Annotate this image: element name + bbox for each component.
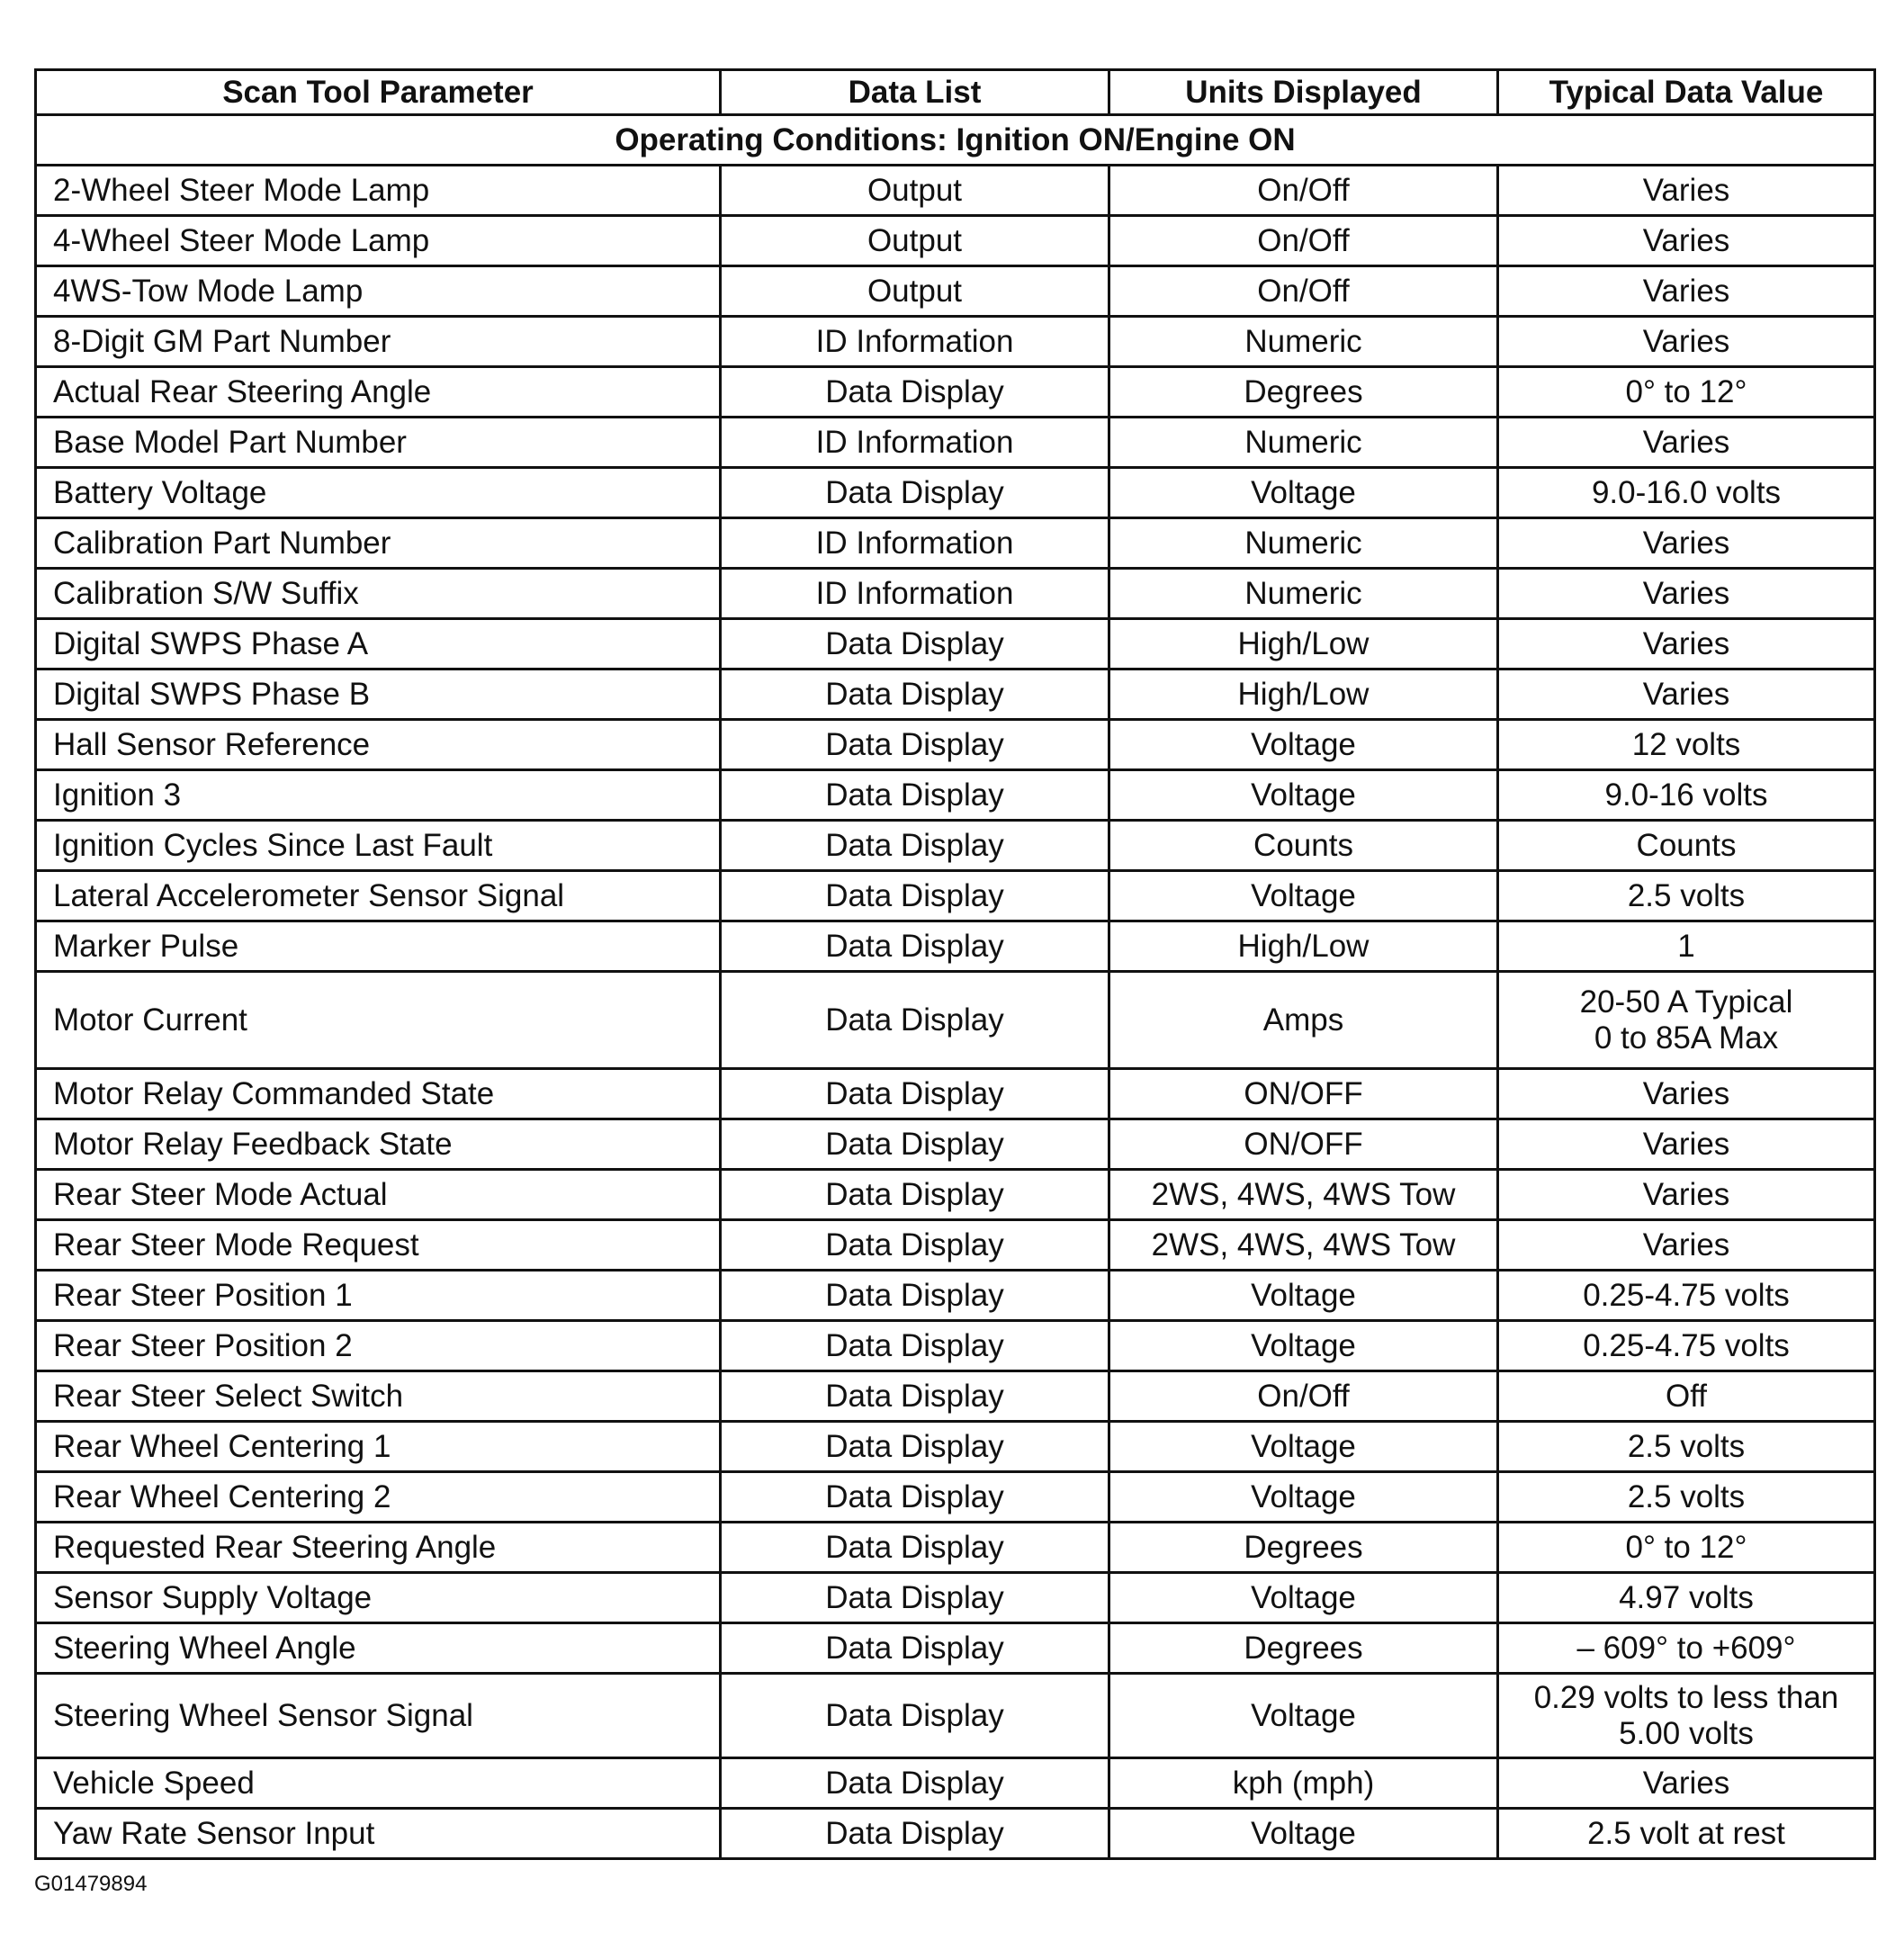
cell-parameter: Rear Steer Mode Request: [36, 1220, 721, 1271]
table-row: [36, 1472, 1875, 1523]
table-row: [36, 518, 1875, 569]
cell-units: Voltage: [1109, 1271, 1498, 1321]
cell-units: 2WS, 4WS, 4WS Tow: [1109, 1220, 1498, 1271]
cell-units: Voltage: [1109, 1573, 1498, 1623]
cell-parameter: Ignition Cycles Since Last Fault: [36, 821, 721, 871]
typical-value-line: Varies: [1642, 575, 1730, 611]
table-row: [36, 1674, 1875, 1758]
table-header-row: [36, 70, 1875, 115]
typical-value-line: 0.25-4.75 volts: [1583, 1327, 1790, 1363]
cell-data-list: Data Display: [721, 1422, 1109, 1472]
cell-parameter: Digital SWPS Phase A: [36, 619, 721, 669]
table-row: [36, 1119, 1875, 1170]
table-row: [36, 468, 1875, 518]
cell-data-list: Data Display: [721, 367, 1109, 418]
figure-id: G01479894: [34, 1872, 148, 1896]
cell-data-list: Data Display: [721, 1758, 1109, 1809]
cell-units: ON/OFF: [1109, 1069, 1498, 1119]
cell-parameter: Sensor Supply Voltage: [36, 1573, 721, 1623]
typical-value-line: Varies: [1642, 1075, 1730, 1111]
header-scan-tool-parameter: Scan Tool Parameter: [36, 70, 721, 115]
cell-typical-value: [1498, 1119, 1875, 1170]
typical-value-line: 0° to 12°: [1625, 1529, 1747, 1565]
table-row: [36, 1220, 1875, 1271]
cell-data-list: Data Display: [721, 1321, 1109, 1371]
cell-typical-value: [1498, 619, 1875, 669]
cell-parameter: Marker Pulse: [36, 921, 721, 972]
cell-data-list: Data Display: [721, 669, 1109, 720]
cell-parameter: Motor Relay Commanded State: [36, 1069, 721, 1119]
cell-data-list: Data Display: [721, 1271, 1109, 1321]
cell-typical-value: [1498, 1321, 1875, 1371]
table-row: [36, 266, 1875, 317]
cell-typical-value: [1498, 972, 1875, 1069]
header-typical-data-value: Typical Data Value: [1498, 70, 1875, 115]
table-row: [36, 619, 1875, 669]
typical-value-line: Counts: [1636, 827, 1737, 863]
cell-units: Voltage: [1109, 871, 1498, 921]
table-row: [36, 1758, 1875, 1809]
table-row: [36, 1321, 1875, 1371]
cell-parameter: Calibration Part Number: [36, 518, 721, 569]
cell-typical-value: [1498, 166, 1875, 216]
cell-typical-value: [1498, 216, 1875, 266]
cell-parameter: 2-Wheel Steer Mode Lamp: [36, 166, 721, 216]
cell-parameter: Ignition 3: [36, 770, 721, 821]
typical-value-line: 0° to 12°: [1625, 373, 1747, 409]
cell-parameter: 4-Wheel Steer Mode Lamp: [36, 216, 721, 266]
typical-value-line: 2.5 volt at rest: [1587, 1815, 1785, 1851]
cell-parameter: Steering Wheel Angle: [36, 1623, 721, 1674]
cell-typical-value: [1498, 1758, 1875, 1809]
cell-parameter: Lateral Accelerometer Sensor Signal: [36, 871, 721, 921]
cell-typical-value: [1498, 266, 1875, 317]
typical-value-line: Varies: [1642, 1227, 1730, 1263]
typical-value-line: 9.0-16 volts: [1604, 777, 1768, 813]
cell-typical-value: [1498, 1271, 1875, 1321]
cell-units: Numeric: [1109, 518, 1498, 569]
cell-typical-value: [1498, 1371, 1875, 1422]
table-row: [36, 821, 1875, 871]
cell-typical-value: [1498, 1069, 1875, 1119]
typical-value-line: Varies: [1642, 172, 1730, 208]
operating-conditions-label: Operating Conditions: Ignition ON/Engine ON: [36, 115, 1875, 166]
cell-typical-value: [1498, 569, 1875, 619]
cell-data-list: Data Display: [721, 770, 1109, 821]
cell-data-list: ID Information: [721, 518, 1109, 569]
cell-typical-value: [1498, 1623, 1875, 1674]
typical-value-line: Varies: [1642, 1126, 1730, 1162]
operating-conditions-row: [36, 115, 1875, 166]
cell-units: Voltage: [1109, 720, 1498, 770]
cell-parameter: Rear Wheel Centering 1: [36, 1422, 721, 1472]
cell-typical-value: [1498, 518, 1875, 569]
table-row: [36, 1170, 1875, 1220]
cell-units: High/Low: [1109, 669, 1498, 720]
cell-data-list: Data Display: [721, 1523, 1109, 1573]
cell-units: On/Off: [1109, 166, 1498, 216]
cell-units: Degrees: [1109, 1523, 1498, 1573]
cell-units: kph (mph): [1109, 1758, 1498, 1809]
cell-parameter: 8-Digit GM Part Number: [36, 317, 721, 367]
table-row: [36, 166, 1875, 216]
cell-parameter: Rear Steer Select Switch: [36, 1371, 721, 1422]
cell-typical-value: [1498, 418, 1875, 468]
cell-data-list: ID Information: [721, 418, 1109, 468]
cell-typical-value: [1498, 921, 1875, 972]
cell-typical-value: [1498, 468, 1875, 518]
cell-data-list: Data Display: [721, 1809, 1109, 1859]
cell-typical-value: [1498, 317, 1875, 367]
cell-units: On/Off: [1109, 266, 1498, 317]
cell-units: High/Low: [1109, 921, 1498, 972]
table-row: [36, 317, 1875, 367]
cell-units: Voltage: [1109, 1809, 1498, 1859]
table-row: [36, 871, 1875, 921]
cell-units: Degrees: [1109, 1623, 1498, 1674]
table-body: [36, 115, 1875, 1859]
cell-data-list: Output: [721, 166, 1109, 216]
cell-data-list: Data Display: [721, 1573, 1109, 1623]
cell-parameter: 4WS-Tow Mode Lamp: [36, 266, 721, 317]
cell-typical-value: [1498, 871, 1875, 921]
cell-units: ON/OFF: [1109, 1119, 1498, 1170]
cell-parameter: Motor Relay Feedback State: [36, 1119, 721, 1170]
cell-parameter: Rear Wheel Centering 2: [36, 1472, 721, 1523]
cell-parameter: Requested Rear Steering Angle: [36, 1523, 721, 1573]
table-row: [36, 1069, 1875, 1119]
table-row: [36, 216, 1875, 266]
typical-value-line: 9.0-16.0 volts: [1591, 474, 1782, 510]
cell-units: Numeric: [1109, 317, 1498, 367]
typical-value-line: 20-50 A Typical: [1579, 984, 1793, 1020]
cell-parameter: Steering Wheel Sensor Signal: [36, 1674, 721, 1758]
cell-parameter: Calibration S/W Suffix: [36, 569, 721, 619]
cell-units: Numeric: [1109, 569, 1498, 619]
typical-value-line: Varies: [1642, 424, 1730, 460]
cell-units: Voltage: [1109, 1674, 1498, 1758]
table-row: [36, 720, 1875, 770]
header-data-list: Data List: [721, 70, 1109, 115]
typical-value-line: 1: [1677, 928, 1695, 964]
cell-typical-value: [1498, 1523, 1875, 1573]
cell-units: Voltage: [1109, 468, 1498, 518]
cell-units: On/Off: [1109, 216, 1498, 266]
cell-typical-value: [1498, 1809, 1875, 1859]
typical-value-line: Off: [1665, 1378, 1708, 1414]
cell-parameter: Battery Voltage: [36, 468, 721, 518]
header-units-displayed: Units Displayed: [1109, 70, 1498, 115]
table-row: [36, 1573, 1875, 1623]
table-row: [36, 1623, 1875, 1674]
cell-units: Numeric: [1109, 418, 1498, 468]
table-row: [36, 367, 1875, 418]
table-row: [36, 921, 1875, 972]
table-row: [36, 418, 1875, 468]
table-row: [36, 1371, 1875, 1422]
cell-data-list: Data Display: [721, 972, 1109, 1069]
cell-typical-value: [1498, 1170, 1875, 1220]
cell-parameter: Base Model Part Number: [36, 418, 721, 468]
typical-value-line: 12 volts: [1631, 726, 1741, 762]
cell-data-list: Data Display: [721, 1069, 1109, 1119]
cell-data-list: Output: [721, 266, 1109, 317]
cell-data-list: Data Display: [721, 1623, 1109, 1674]
cell-units: Counts: [1109, 821, 1498, 871]
cell-units: Voltage: [1109, 770, 1498, 821]
typical-value-line: 0.29 volts to less than: [1533, 1679, 1839, 1715]
cell-data-list: Data Display: [721, 921, 1109, 972]
typical-value-line: 2.5 volts: [1627, 1478, 1746, 1514]
cell-data-list: Data Display: [721, 821, 1109, 871]
cell-parameter: Vehicle Speed: [36, 1758, 721, 1809]
cell-units: On/Off: [1109, 1371, 1498, 1422]
cell-data-list: ID Information: [721, 569, 1109, 619]
typical-value-line: Varies: [1642, 1176, 1730, 1212]
cell-typical-value: [1498, 720, 1875, 770]
typical-value-line: 0.25-4.75 volts: [1583, 1277, 1790, 1313]
cell-parameter: Motor Current: [36, 972, 721, 1069]
cell-typical-value: [1498, 821, 1875, 871]
table-row: [36, 1523, 1875, 1573]
cell-data-list: ID Information: [721, 317, 1109, 367]
cell-parameter: Rear Steer Mode Actual: [36, 1170, 721, 1220]
cell-data-list: Data Display: [721, 1170, 1109, 1220]
cell-data-list: Data Display: [721, 871, 1109, 921]
cell-typical-value: [1498, 367, 1875, 418]
typical-value-line: Varies: [1642, 625, 1730, 661]
table-row: [36, 1422, 1875, 1472]
cell-data-list: Output: [721, 216, 1109, 266]
cell-parameter: Yaw Rate Sensor Input: [36, 1809, 721, 1859]
cell-data-list: Data Display: [721, 468, 1109, 518]
typical-value-line: 2.5 volts: [1627, 1428, 1746, 1464]
typical-value-line: Varies: [1642, 273, 1730, 309]
cell-units: High/Low: [1109, 619, 1498, 669]
cell-units: Voltage: [1109, 1321, 1498, 1371]
typical-value-line: Varies: [1642, 525, 1730, 561]
cell-parameter: Rear Steer Position 1: [36, 1271, 721, 1321]
cell-typical-value: [1498, 1573, 1875, 1623]
cell-typical-value: [1498, 669, 1875, 720]
typical-value-line: 0 to 85A Max: [1594, 1020, 1779, 1056]
table-row: [36, 1271, 1875, 1321]
cell-parameter: Actual Rear Steering Angle: [36, 367, 721, 418]
cell-data-list: Data Display: [721, 1674, 1109, 1758]
typical-value-line: 2.5 volts: [1627, 877, 1746, 913]
scan-tool-data-table: [34, 68, 1876, 1860]
cell-units: Degrees: [1109, 367, 1498, 418]
typical-value-line: Varies: [1642, 222, 1730, 258]
cell-typical-value: [1498, 770, 1875, 821]
typical-value-line: 5.00 volts: [1619, 1715, 1754, 1751]
typical-value-line: – 609° to +609°: [1576, 1630, 1796, 1666]
cell-typical-value: [1498, 1422, 1875, 1472]
typical-value-line: Varies: [1642, 676, 1730, 712]
typical-value-line: 4.97 volts: [1619, 1579, 1754, 1615]
cell-units: 2WS, 4WS, 4WS Tow: [1109, 1170, 1498, 1220]
cell-parameter: Digital SWPS Phase B: [36, 669, 721, 720]
table-row: [36, 972, 1875, 1069]
table-row: [36, 1809, 1875, 1859]
cell-data-list: Data Display: [721, 1371, 1109, 1422]
table-row: [36, 770, 1875, 821]
cell-units: Amps: [1109, 972, 1498, 1069]
cell-typical-value: [1498, 1220, 1875, 1271]
table-row: [36, 669, 1875, 720]
cell-data-list: Data Display: [721, 1220, 1109, 1271]
typical-value-line: Varies: [1642, 323, 1730, 359]
typical-value-line: Varies: [1642, 1765, 1730, 1801]
table-row: [36, 569, 1875, 619]
cell-parameter: Rear Steer Position 2: [36, 1321, 721, 1371]
cell-units: Voltage: [1109, 1422, 1498, 1472]
cell-data-list: Data Display: [721, 720, 1109, 770]
cell-data-list: Data Display: [721, 619, 1109, 669]
cell-typical-value: [1498, 1674, 1875, 1758]
cell-data-list: Data Display: [721, 1472, 1109, 1523]
cell-parameter: Hall Sensor Reference: [36, 720, 721, 770]
cell-data-list: Data Display: [721, 1119, 1109, 1170]
cell-units: Voltage: [1109, 1472, 1498, 1523]
scan-tool-data-sheet: [34, 68, 1873, 1860]
cell-typical-value: [1498, 1472, 1875, 1523]
